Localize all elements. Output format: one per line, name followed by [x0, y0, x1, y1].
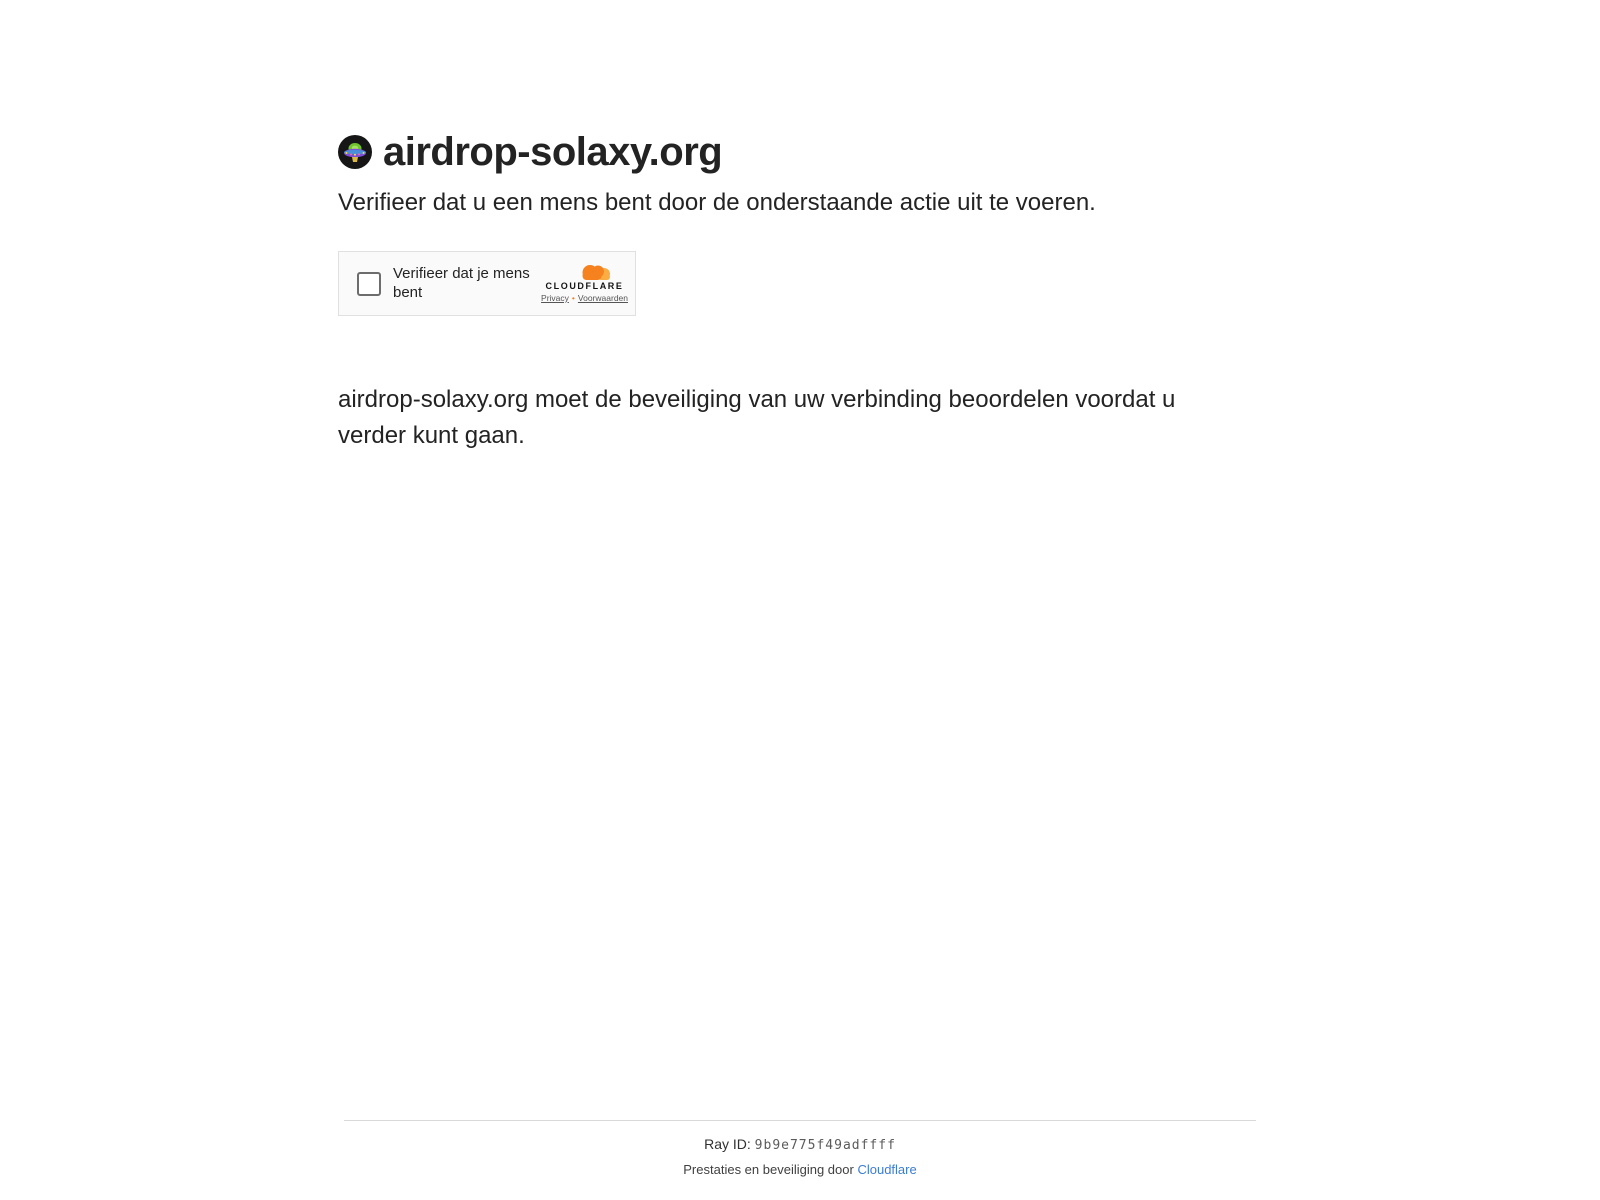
page-title: airdrop-solaxy.org — [383, 130, 723, 174]
verify-instruction-text: Verifieer dat u een mens bent door de onderstaande actie uit te voeren. — [338, 189, 1096, 216]
checkbox-label: Verifieer dat je mens bent — [393, 264, 530, 301]
main-content — [338, 0, 1256, 454]
link-separator-dot: • — [571, 293, 575, 303]
privacy-link[interactable]: Privacy — [541, 293, 569, 303]
security-check-explanation: airdrop-solaxy.org moet de beveiliging van uw verbinding beoordelen voordat u verder kunt gaan. — [338, 386, 1176, 449]
cloudflare-turnstile-widget — [338, 251, 636, 316]
verify-human-checkbox[interactable] — [357, 272, 381, 296]
turnstile-legal-links — [541, 293, 628, 303]
header — [338, 128, 1256, 176]
footer — [344, 1120, 1256, 1177]
ray-id-label: Ray ID: — [704, 1136, 751, 1152]
cloudflare-wordmark: CLOUDFLARE — [545, 281, 624, 291]
ray-id-line — [344, 1136, 1256, 1153]
cloudflare-cloud-icon — [577, 264, 611, 280]
credit-text: Prestaties en beveiliging door — [683, 1162, 854, 1177]
cloudflare-brand-block — [541, 264, 628, 303]
site-favicon-ufo-icon — [338, 135, 372, 169]
terms-link[interactable]: Voorwaarden — [577, 293, 628, 303]
ray-id-value: 9b9e775f49adffff — [754, 1138, 896, 1153]
credit-line — [344, 1162, 1256, 1177]
cloudflare-link[interactable]: Cloudflare — [857, 1162, 917, 1177]
